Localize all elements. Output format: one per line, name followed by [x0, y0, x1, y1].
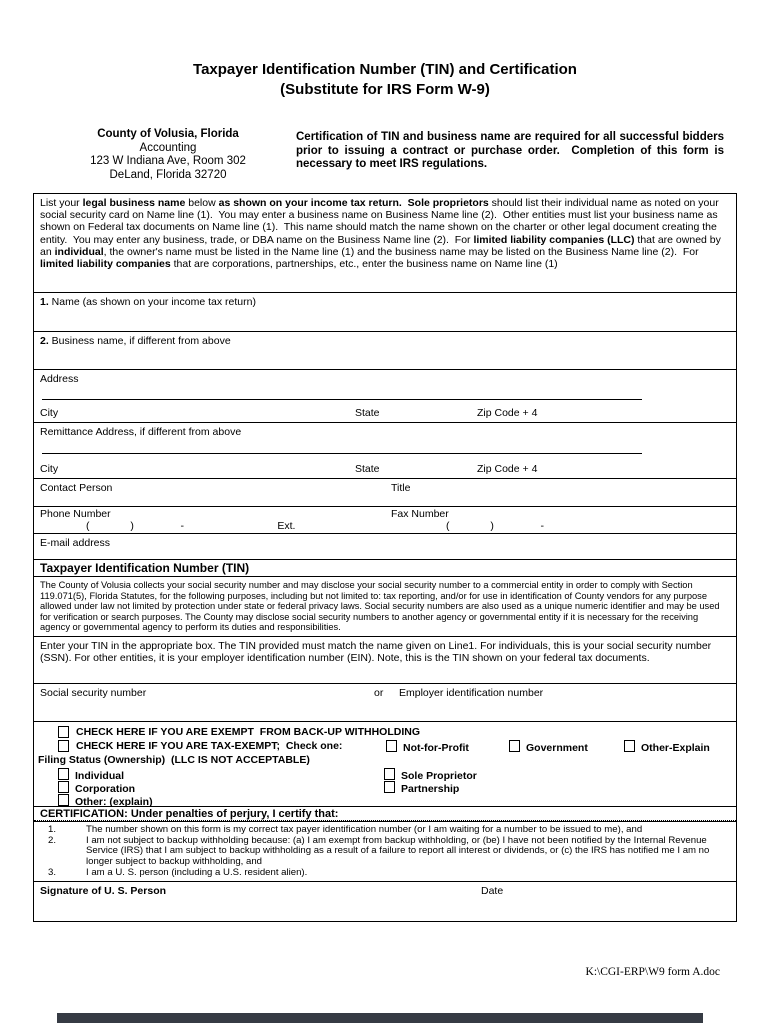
form-title-line1: Taxpayer Identification Number (TIN) and Certification	[193, 61, 577, 78]
phone-number-label: Phone Number	[40, 508, 111, 520]
checkbox-icon[interactable]	[58, 794, 69, 806]
exempt-backup-checkbox[interactable]	[58, 726, 75, 740]
city-label: City	[40, 407, 59, 419]
ein-label: Employer identification number	[399, 687, 544, 699]
tin-disclosure-paragraph: The County of Volusia collects your social security number and may disclose your social security number to a commercial entity in order to comply with Section 119.071(5), Florida Statutes, for the following purposes, including but not limited to: tax reporting, and/or for use in identification of County vendors for any purpose allowed under law not limited by protection under state or federal privacy laws. Social security numbers are also used as a unique numeric identifier and may be used for verification or search purposes. The County may disclose social security numbers to another agency or governmental entity if it is necessary for the receiving agency or governmental agency to perform its duties and responsibilities.	[34, 576, 736, 636]
date-label: Date	[481, 885, 504, 897]
tax-exempt-label: CHECK HERE IF YOU ARE TAX-EXEMPT; Check one:	[76, 740, 343, 752]
bottom-scrollbar[interactable]	[57, 1013, 703, 1023]
zip-label: Zip Code + 4	[477, 407, 538, 419]
contact-person-label: Contact Person	[40, 482, 113, 494]
state-label: State	[355, 407, 380, 419]
certification-notice: Certification of TIN and business name are required for all successful bidders prior to issuing a contract or purchase order. Completion of this form is necessary to meet IRS regulations.	[296, 131, 728, 171]
name-field-row[interactable]	[34, 292, 736, 331]
signature-field-row[interactable]	[34, 881, 736, 921]
address-blank-line[interactable]	[42, 399, 642, 400]
option-not-for-profit[interactable]: Not-for-Profit	[386, 740, 469, 754]
checkbox-icon[interactable]	[58, 726, 69, 738]
option-other-explain[interactable]: Other-Explain	[624, 740, 710, 754]
tin-instructions-paragraph: Enter your TIN in the appropriate box. The TIN provided must match the name given on Line1. For individuals, this is your social security number (SSN). For other entities, it is your employer identification number (EIN). Note, this is the TIN shown on your federal tax documents.	[34, 636, 736, 683]
option-individual[interactable]: Individual	[58, 768, 124, 782]
address-city-line	[40, 407, 730, 419]
ssn-label: Social security number	[40, 687, 147, 699]
business-name-field-label: 2. Business name, if different from above	[40, 335, 231, 347]
form-title-line2: (Substitute for IRS Form W-9)	[280, 81, 490, 98]
agency-name: County of Volusia, Florida	[97, 128, 239, 140]
option-government[interactable]: Government	[509, 740, 588, 754]
option-other[interactable]: Other: (explain)	[58, 794, 153, 806]
option-corporation[interactable]: Corporation	[58, 781, 135, 795]
form-table	[33, 193, 737, 922]
fax-number-label: Fax Number	[391, 508, 449, 520]
checkbox-icon[interactable]	[384, 768, 395, 780]
title-label: Title	[391, 482, 411, 494]
remittance-city-line	[40, 463, 730, 475]
or-label: or	[374, 687, 384, 699]
remittance-address-field-row[interactable]	[34, 422, 736, 478]
fax-blank-pattern[interactable]: ( ) -	[446, 520, 545, 532]
filing-status-label: Filing Status (Ownership) (LLC IS NOT ACCEPTABLE)	[38, 754, 310, 766]
option-partnership[interactable]: Partnership	[384, 781, 459, 795]
form-title	[0, 60, 770, 100]
checkbox-icon[interactable]	[58, 781, 69, 793]
tin-section-header: Taxpayer Identification Number (TIN)	[34, 559, 736, 576]
certification-list	[34, 821, 736, 881]
remit-state-label: State	[355, 463, 380, 475]
remittance-address-label: Remittance Address, if different from above	[40, 426, 242, 438]
certification-item-1: 1. The number shown on this form is my correct tax payer identification number (or I am waiting for a number to be issued to me), and	[48, 824, 643, 835]
document-path: K:\CGI-ERP\W9 form A.doc	[585, 966, 720, 978]
phone-fax-field-row[interactable]	[34, 506, 736, 533]
agency-department: Accounting	[139, 141, 197, 154]
email-label: E-mail address	[40, 537, 111, 549]
email-field-row[interactable]	[34, 533, 736, 559]
certification-item-3: 3. I am a U. S. person (including a U.S. resident alien).	[48, 866, 308, 878]
intro-paragraph: List your legal business name below as shown on your income tax return. Sole proprietors should list their individual name as noted on your social security card on Name line (1). You may enter a business name on Business Name line (2). Other entities must list your business name as shown on Federal tax documents on Name line (1). This name should match the name shown on the charter or other legal document creating the entity. You may enter any business, trade, or DBA name on the Business Name line (2). For limited liability companies (LLC) that are owned by an individual, the owner's name must be listed in the Name line (1) and the business name may be listed on the Business Name line (2). For limited liability companies that are corporations, partnerships, etc., enter the business name on Name line (1)	[40, 197, 724, 271]
exempt-backup-label: CHECK HERE IF YOU ARE EXEMPT FROM BACK-UP WITHHOLDING	[76, 726, 420, 738]
agency-street: 123 W Indiana Ave, Room 302	[90, 155, 246, 167]
agency-city: DeLand, Florida 32720	[109, 168, 227, 181]
checkbox-icon[interactable]	[58, 740, 69, 752]
remittance-blank-line[interactable]	[42, 453, 642, 454]
checkbox-icon[interactable]	[624, 740, 635, 752]
checkbox-icon[interactable]	[509, 740, 520, 752]
address-field-row[interactable]	[34, 369, 736, 422]
checkbox-icon[interactable]	[386, 740, 397, 752]
checkbox-section	[34, 721, 736, 806]
name-field-label: 1. Name (as shown on your income tax return)	[40, 296, 256, 308]
certification-item-2: 2. I am not subject to backup withholding because: (a) I am exempt from backup withholding, or (be) I have not been notified by the Internal Revenue Service (IRS) that I am subject to backup withholding as a result of a failure to report all interest or dividends, or (c) the IRS has notified me I am no longer subject to backup withholding, and	[48, 834, 710, 868]
phone-blank-pattern[interactable]: ( ) - Ext.	[86, 520, 296, 532]
checkbox-icon[interactable]	[384, 781, 395, 793]
remit-zip-label: Zip Code + 4	[477, 463, 538, 475]
checkbox-icon[interactable]	[58, 768, 69, 780]
remit-city-label: City	[40, 463, 59, 475]
certification-heading: CERTIFICATION: Under penalties of perjury, I certify that:	[34, 806, 736, 821]
address-label: Address	[40, 373, 79, 385]
contact-person-field-row[interactable]	[34, 478, 736, 506]
ssn-ein-field-row[interactable]	[34, 683, 736, 721]
tax-exempt-checkbox[interactable]	[58, 740, 75, 754]
agency-address-block	[58, 128, 278, 182]
signature-label: Signature of U. S. Person	[40, 885, 167, 897]
option-sole-proprietor[interactable]: Sole Proprietor	[384, 768, 477, 782]
business-name-field-row[interactable]	[34, 331, 736, 369]
